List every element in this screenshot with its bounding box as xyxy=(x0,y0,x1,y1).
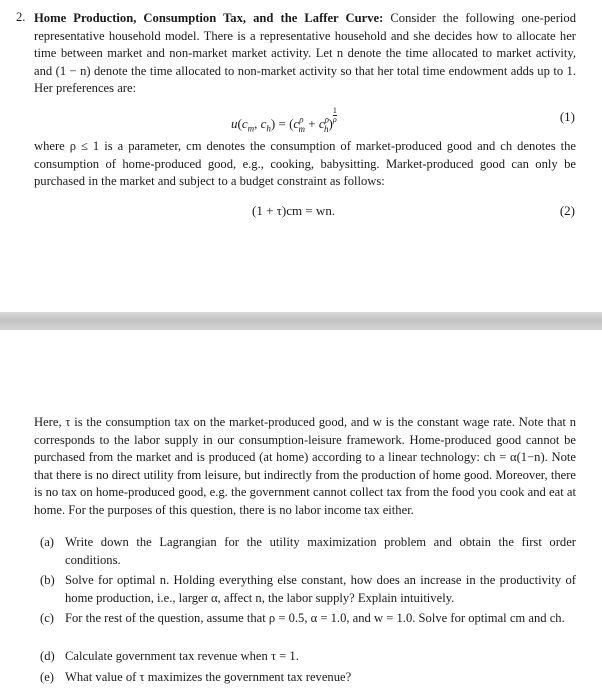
part-label: (b) xyxy=(40,573,55,587)
intro-text: Consider the following one-period representative household model. There is a representative household and she decides how to allocate her time between market and non-market market activity. Let n denote the time allocated to market activity, and (1 − n) denote the time allocated to non-market activity so that her total time endowment adds up to 1. Her preferences are: xyxy=(34,11,576,96)
equation-2-tag: (2) xyxy=(559,203,575,218)
part-d xyxy=(40,648,576,666)
mid-text: where ρ ≤ 1 is a parameter, cm denotes the consumption of market-produced good and ch denotes the consumption of home-produced good, e.g., cooking, babysitting. Market-produced good can only be purchased in the market and subject to a budget constraint as follows: xyxy=(34,139,576,189)
part-b xyxy=(40,572,576,607)
part-text: What value of τ maximizes the government tax revenue? xyxy=(65,670,352,684)
equation-1: $u(c_m$, $c_h) = (c^\rho_m + c^\rho_h)$ $\frac{1}{\rho}$ xyxy=(231,106,337,134)
equation-1-tag: (1) xyxy=(559,109,575,124)
part-label: (c) xyxy=(40,611,54,625)
question-title: Home Production, Consumption Tax, and the Laffer Curve: xyxy=(34,11,384,25)
question-number: 2. xyxy=(16,10,26,24)
part-label: (d) xyxy=(40,649,55,663)
page-bottom xyxy=(0,330,602,700)
part-c xyxy=(40,610,576,628)
page-separator xyxy=(0,312,602,330)
continuation-text: Here, τ is the consumption tax on the market-produced good, and w is the constant wage rate. Note that n corresponds to the labor supply in our consumption-leisure framework. Home-produced good cannot be purchased from the market and is produced (at home) according to a linear technology: ch = α(1−n). Note that there is no direct utility from leisure, but indirectly from the production of home good. Moreover, there is no tax on home-produced good, e.g. the government cannot collect tax from the food you cook and eat at home. For the purposes of this question, there is no labor income tax either. xyxy=(34,415,576,517)
part-label: (e) xyxy=(40,670,54,684)
part-text: Calculate government tax revenue when τ = 1. xyxy=(65,649,299,663)
part-e xyxy=(40,669,576,687)
part-text: Solve for optimal n. Holding everything else constant, how does an increase in the productivity of home production, i.e., larger α, affect n, the labor supply? Explain intuitively. xyxy=(65,573,576,605)
part-text: Write down the Lagrangian for the utility maximization problem and obtain the first order conditions. xyxy=(65,535,576,567)
question-intro xyxy=(34,10,576,98)
part-label: (a) xyxy=(40,535,54,549)
part-text: For the rest of the question, assume that ρ = 0.5, α = 1.0, and w = 1.0. Solve for optimal cm and ch. xyxy=(65,611,565,625)
equation-2: (1 + τ)cm = wn. xyxy=(252,203,336,218)
page-top xyxy=(0,0,602,312)
part-a xyxy=(40,534,576,569)
